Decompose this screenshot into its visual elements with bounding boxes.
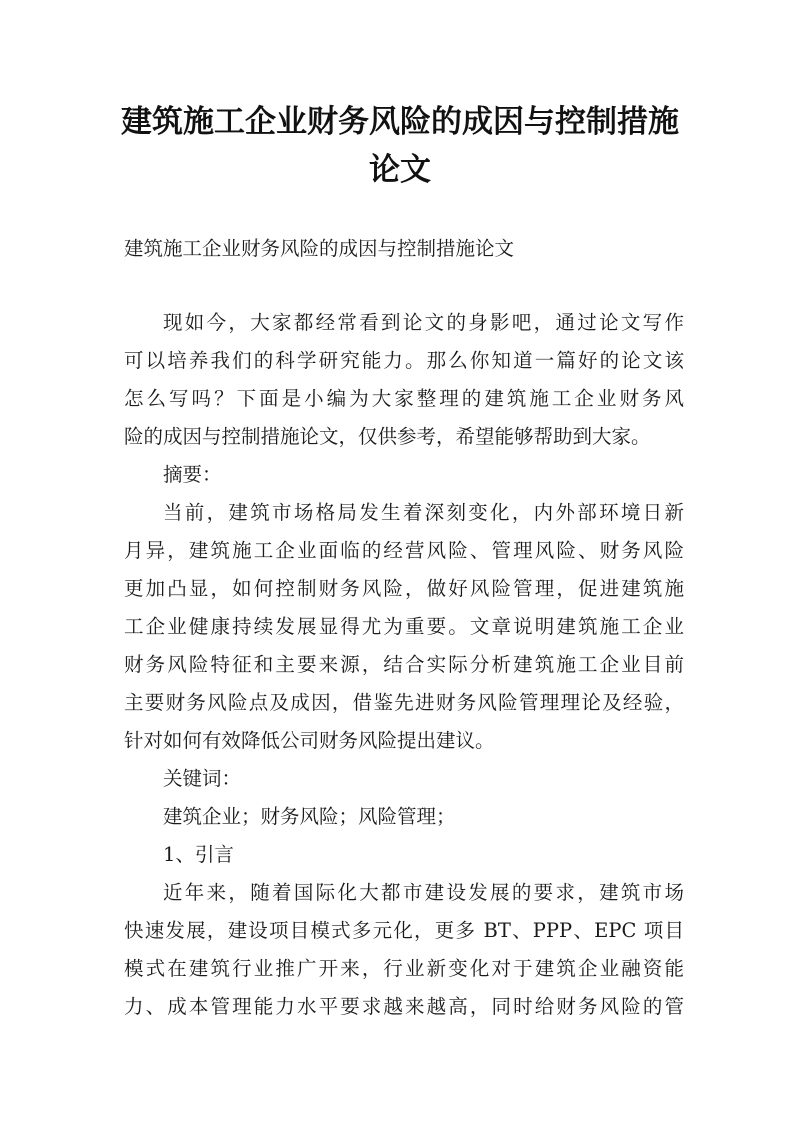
paragraph-line: 模式在建筑行业推广开来，行业新变化对于建筑企业融资能 xyxy=(124,957,684,980)
paragraph-line: 主要财务风险点及成因，借鉴先进财务风险管理理论及经验， xyxy=(124,691,684,714)
keywords-list: 建筑企业；财务风险；风险管理； xyxy=(163,805,456,828)
paragraph-line: 快速发展，建设项目模式多元化，更多 BT、PPP、EPC 项目 xyxy=(124,919,684,942)
paragraph-line: 当前，建筑市场格局发生着深刻变化，内外部环境日新 xyxy=(163,501,684,524)
paragraph-line: 工企业健康持续发展显得尤为重要。文章说明建筑施工企业 xyxy=(124,615,684,638)
keywords-label: 关键词： xyxy=(163,767,242,790)
paragraph-line: 险的成因与控制措施论文，仅供参考，希望能够帮助到大家。 xyxy=(124,425,651,448)
abstract-label: 摘要： xyxy=(163,463,222,486)
section-paragraph xyxy=(124,874,684,1026)
document-title xyxy=(110,98,690,194)
intro-paragraph xyxy=(124,304,684,456)
document-title-line-2: 论文 xyxy=(369,152,431,188)
abstract-paragraph xyxy=(124,494,684,760)
paragraph-line: 财务风险特征和主要来源，结合实际分析建筑施工企业目前 xyxy=(124,653,684,676)
paragraph-line: 可以培养我们的科学研究能力。那么你知道一篇好的论文该 xyxy=(124,349,684,372)
document-subtitle: 建筑施工企业财务风险的成因与控制措施论文 xyxy=(124,237,515,260)
paragraph-line: 月异，建筑施工企业面临的经营风险、管理风险、财务风险 xyxy=(124,539,684,562)
paragraph-line: 近年来，随着国际化大都市建设发展的要求，建筑市场 xyxy=(163,881,684,904)
paragraph-line: 现如今，大家都经常看到论文的身影吧，通过论文写作 xyxy=(163,311,684,334)
paragraph-line: 怎么写吗？下面是小编为大家整理的建筑施工企业财务风 xyxy=(124,387,684,410)
document-title-line-1: 建筑施工企业财务风险的成因与控制措施 xyxy=(121,104,679,140)
paragraph-line: 力、成本管理能力水平要求越来越高，同时给财务风险的管 xyxy=(124,995,684,1018)
document-body xyxy=(124,304,684,1026)
section-heading: 1、引言 xyxy=(163,843,234,866)
paragraph-line: 更加凸显，如何控制财务风险，做好风险管理，促进建筑施 xyxy=(124,577,684,600)
paragraph-line: 针对如何有效降低公司财务风险提出建议。 xyxy=(124,729,495,752)
